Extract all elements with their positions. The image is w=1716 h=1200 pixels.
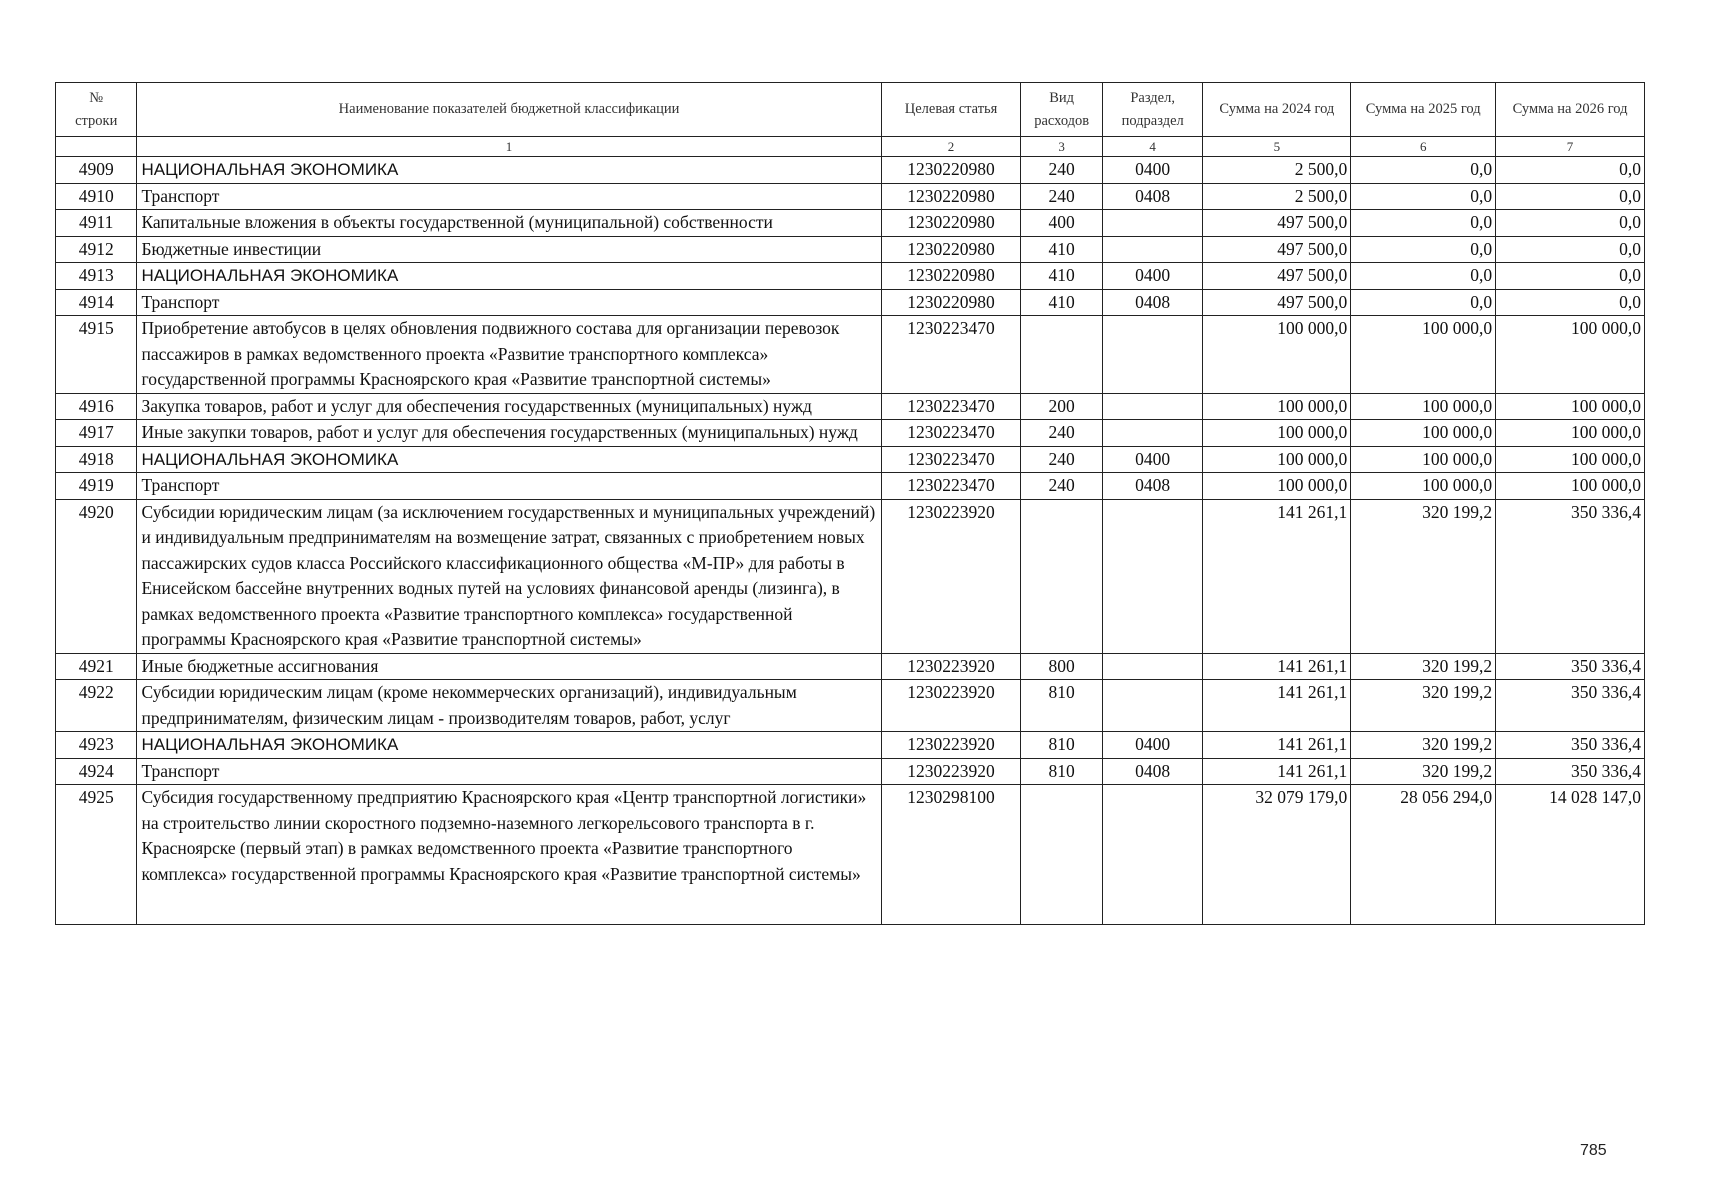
- cell-section: 0400: [1102, 732, 1203, 759]
- cell-sum-2026: 350 336,4: [1496, 758, 1645, 785]
- cell-sum-2026: 350 336,4: [1496, 680, 1645, 732]
- cell-expense-kind: 410: [1021, 263, 1102, 290]
- header-sum-2025: Сумма на 2025 год: [1351, 83, 1496, 137]
- cell-target-article: 1230220980: [881, 183, 1021, 210]
- table-row: [56, 289, 1645, 316]
- cell-sum-2024: 141 261,1: [1203, 758, 1351, 785]
- cell-target-article: 1230223470: [881, 473, 1021, 500]
- cell-sum-2026: 0,0: [1496, 263, 1645, 290]
- cell-sum-2025: 320 199,2: [1351, 732, 1496, 759]
- cell-sum-2025: 100 000,0: [1351, 316, 1496, 394]
- cell-sum-2026: 100 000,0: [1496, 393, 1645, 420]
- cell-expense-kind: 410: [1021, 236, 1102, 263]
- cell-expense-kind: 400: [1021, 210, 1102, 237]
- cell-section: 0408: [1102, 289, 1203, 316]
- cell-sum-2024: 141 261,1: [1203, 653, 1351, 680]
- cell-row-number: 4921: [56, 653, 137, 680]
- cell-expense-kind: 410: [1021, 289, 1102, 316]
- table-row: [56, 263, 1645, 290]
- cell-sum-2024: 497 500,0: [1203, 289, 1351, 316]
- cell-name: Субсидия государственному предприятию Красноярского края «Центр транспортной логистики» на строительство линии скоростного подземно-наземного легкорельсового транспорта в г. Красноярске (первый этап) в рамках ведомственного проекта «Развитие транспортного комплекса» государственной программы Красноярского края «Развитие транспортной системы»: [137, 785, 881, 925]
- header-section: Раздел, подраздел: [1102, 83, 1203, 137]
- cell-section: [1102, 236, 1203, 263]
- cell-row-number: 4925: [56, 785, 137, 925]
- column-number: 2: [881, 137, 1021, 157]
- cell-section: 0400: [1102, 446, 1203, 473]
- cell-sum-2025: 320 199,2: [1351, 680, 1496, 732]
- cell-sum-2024: 100 000,0: [1203, 316, 1351, 394]
- table-row: [56, 499, 1645, 653]
- cell-sum-2026: 0,0: [1496, 210, 1645, 237]
- cell-row-number: 4916: [56, 393, 137, 420]
- header-name: Наименование показателей бюджетной классификации: [137, 83, 881, 137]
- column-number: 1: [137, 137, 881, 157]
- cell-target-article: 1230220980: [881, 210, 1021, 237]
- cell-row-number: 4914: [56, 289, 137, 316]
- cell-row-number: 4922: [56, 680, 137, 732]
- cell-sum-2025: 0,0: [1351, 236, 1496, 263]
- cell-sum-2026: 100 000,0: [1496, 446, 1645, 473]
- header-sum-2024: Сумма на 2024 год: [1203, 83, 1351, 137]
- cell-name: НАЦИОНАЛЬНАЯ ЭКОНОМИКА: [137, 446, 881, 473]
- cell-sum-2026: 100 000,0: [1496, 420, 1645, 447]
- cell-sum-2026: 0,0: [1496, 183, 1645, 210]
- header-target: Целевая статья: [881, 83, 1021, 137]
- cell-expense-kind: 800: [1021, 653, 1102, 680]
- cell-expense-kind: 240: [1021, 420, 1102, 447]
- cell-sum-2024: 141 261,1: [1203, 732, 1351, 759]
- table-body: [56, 157, 1645, 925]
- cell-section: 0400: [1102, 263, 1203, 290]
- cell-sum-2026: 100 000,0: [1496, 316, 1645, 394]
- cell-section: 0408: [1102, 183, 1203, 210]
- column-number: 5: [1203, 137, 1351, 157]
- cell-row-number: 4917: [56, 420, 137, 447]
- table-row: [56, 473, 1645, 500]
- cell-sum-2025: 100 000,0: [1351, 420, 1496, 447]
- table-row: [56, 183, 1645, 210]
- cell-name: Транспорт: [137, 289, 881, 316]
- cell-sum-2025: 100 000,0: [1351, 446, 1496, 473]
- cell-sum-2026: 0,0: [1496, 289, 1645, 316]
- column-numbers-row: [56, 137, 1645, 157]
- budget-table: [55, 82, 1645, 925]
- cell-sum-2025: 0,0: [1351, 157, 1496, 184]
- cell-target-article: 1230223470: [881, 393, 1021, 420]
- cell-name: НАЦИОНАЛЬНАЯ ЭКОНОМИКА: [137, 732, 881, 759]
- cell-sum-2025: 28 056 294,0: [1351, 785, 1496, 925]
- cell-target-article: 1230223920: [881, 653, 1021, 680]
- cell-sum-2024: 497 500,0: [1203, 236, 1351, 263]
- table-row: [56, 680, 1645, 732]
- cell-target-article: 1230223920: [881, 499, 1021, 653]
- cell-expense-kind: 240: [1021, 446, 1102, 473]
- cell-sum-2024: 100 000,0: [1203, 446, 1351, 473]
- cell-row-number: 4915: [56, 316, 137, 394]
- cell-sum-2024: 100 000,0: [1203, 393, 1351, 420]
- cell-target-article: 1230223470: [881, 446, 1021, 473]
- cell-row-number: 4924: [56, 758, 137, 785]
- cell-expense-kind: [1021, 499, 1102, 653]
- cell-target-article: 1230223920: [881, 680, 1021, 732]
- column-number: 3: [1021, 137, 1102, 157]
- table-row: [56, 236, 1645, 263]
- cell-row-number: 4920: [56, 499, 137, 653]
- cell-sum-2024: 32 079 179,0: [1203, 785, 1351, 925]
- budget-table-container: [55, 82, 1645, 925]
- cell-target-article: 1230220980: [881, 236, 1021, 263]
- cell-name: Транспорт: [137, 758, 881, 785]
- cell-target-article: 1230223470: [881, 316, 1021, 394]
- cell-target-article: 1230223470: [881, 420, 1021, 447]
- cell-name: НАЦИОНАЛЬНАЯ ЭКОНОМИКА: [137, 263, 881, 290]
- cell-target-article: 1230220980: [881, 157, 1021, 184]
- cell-section: [1102, 316, 1203, 394]
- column-number: [56, 137, 137, 157]
- cell-expense-kind: 240: [1021, 183, 1102, 210]
- table-row: [56, 785, 1645, 925]
- cell-target-article: 1230298100: [881, 785, 1021, 925]
- cell-sum-2024: 497 500,0: [1203, 210, 1351, 237]
- table-row: [56, 653, 1645, 680]
- cell-expense-kind: [1021, 785, 1102, 925]
- table-row: [56, 446, 1645, 473]
- cell-name: Приобретение автобусов в целях обновления подвижного состава для организации перевозок пассажиров в рамках ведомственного проекта «Развитие транспортного комплекса» государственной программы Красноярского края «Развитие транспортной системы»: [137, 316, 881, 394]
- cell-sum-2024: 497 500,0: [1203, 263, 1351, 290]
- cell-row-number: 4923: [56, 732, 137, 759]
- cell-target-article: 1230220980: [881, 263, 1021, 290]
- cell-name: Капитальные вложения в объекты государственной (муниципальной) собственности: [137, 210, 881, 237]
- cell-sum-2026: 14 028 147,0: [1496, 785, 1645, 925]
- cell-sum-2024: 141 261,1: [1203, 680, 1351, 732]
- header-row: [56, 83, 1645, 137]
- cell-name: Транспорт: [137, 183, 881, 210]
- cell-sum-2025: 0,0: [1351, 210, 1496, 237]
- page-number: 785: [1580, 1142, 1607, 1159]
- cell-sum-2024: 2 500,0: [1203, 157, 1351, 184]
- cell-section: 0408: [1102, 473, 1203, 500]
- cell-target-article: 1230223920: [881, 758, 1021, 785]
- cell-name: Закупка товаров, работ и услуг для обеспечения государственных (муниципальных) нужд: [137, 393, 881, 420]
- table-row: [56, 732, 1645, 759]
- table-row: [56, 316, 1645, 394]
- cell-sum-2025: 0,0: [1351, 263, 1496, 290]
- cell-sum-2025: 320 199,2: [1351, 653, 1496, 680]
- cell-target-article: 1230220980: [881, 289, 1021, 316]
- cell-sum-2025: 100 000,0: [1351, 473, 1496, 500]
- cell-name: Иные бюджетные ассигнования: [137, 653, 881, 680]
- cell-sum-2024: 100 000,0: [1203, 420, 1351, 447]
- table-row: [56, 758, 1645, 785]
- cell-row-number: 4911: [56, 210, 137, 237]
- cell-section: [1102, 210, 1203, 237]
- cell-sum-2024: 141 261,1: [1203, 499, 1351, 653]
- cell-sum-2026: 0,0: [1496, 236, 1645, 263]
- cell-expense-kind: [1021, 316, 1102, 394]
- cell-sum-2026: 350 336,4: [1496, 653, 1645, 680]
- cell-section: [1102, 499, 1203, 653]
- table-row: [56, 210, 1645, 237]
- cell-sum-2025: 320 199,2: [1351, 499, 1496, 653]
- cell-expense-kind: 240: [1021, 157, 1102, 184]
- cell-section: [1102, 785, 1203, 925]
- cell-section: [1102, 393, 1203, 420]
- cell-name: Субсидии юридическим лицам (кроме некоммерческих организаций), индивидуальным предпринимателям, физическим лицам - производителям товаров, работ, услуг: [137, 680, 881, 732]
- cell-row-number: 4910: [56, 183, 137, 210]
- cell-row-number: 4909: [56, 157, 137, 184]
- cell-sum-2026: 100 000,0: [1496, 473, 1645, 500]
- column-number: 7: [1496, 137, 1645, 157]
- cell-target-article: 1230223920: [881, 732, 1021, 759]
- cell-section: 0408: [1102, 758, 1203, 785]
- cell-sum-2025: 0,0: [1351, 183, 1496, 210]
- cell-expense-kind: 810: [1021, 758, 1102, 785]
- table-row: [56, 157, 1645, 184]
- header-num: № строки: [56, 83, 137, 137]
- cell-name: Транспорт: [137, 473, 881, 500]
- cell-section: [1102, 420, 1203, 447]
- cell-section: 0400: [1102, 157, 1203, 184]
- header-kind: Вид расходов: [1021, 83, 1102, 137]
- cell-expense-kind: 200: [1021, 393, 1102, 420]
- column-number: 4: [1102, 137, 1203, 157]
- cell-expense-kind: 240: [1021, 473, 1102, 500]
- cell-expense-kind: 810: [1021, 680, 1102, 732]
- cell-sum-2025: 0,0: [1351, 289, 1496, 316]
- cell-name: Иные закупки товаров, работ и услуг для обеспечения государственных (муниципальных) нужд: [137, 420, 881, 447]
- cell-sum-2026: 350 336,4: [1496, 499, 1645, 653]
- cell-name: НАЦИОНАЛЬНАЯ ЭКОНОМИКА: [137, 157, 881, 184]
- cell-sum-2026: 350 336,4: [1496, 732, 1645, 759]
- cell-name: Бюджетные инвестиции: [137, 236, 881, 263]
- table-row: [56, 420, 1645, 447]
- cell-row-number: 4919: [56, 473, 137, 500]
- cell-sum-2026: 0,0: [1496, 157, 1645, 184]
- cell-sum-2025: 320 199,2: [1351, 758, 1496, 785]
- header-sum-2026: Сумма на 2026 год: [1496, 83, 1645, 137]
- column-number: 6: [1351, 137, 1496, 157]
- cell-section: [1102, 653, 1203, 680]
- cell-sum-2025: 100 000,0: [1351, 393, 1496, 420]
- cell-row-number: 4918: [56, 446, 137, 473]
- cell-sum-2024: 100 000,0: [1203, 473, 1351, 500]
- cell-sum-2024: 2 500,0: [1203, 183, 1351, 210]
- cell-expense-kind: 810: [1021, 732, 1102, 759]
- cell-section: [1102, 680, 1203, 732]
- table-row: [56, 393, 1645, 420]
- cell-row-number: 4912: [56, 236, 137, 263]
- cell-name: Субсидии юридическим лицам (за исключением государственных и муниципальных учреждений) и индивидуальным предпринимателям на возмещение затрат, связанных с приобретением новых пассажирских судов класса Российского классификационного общества «М-ПР» для работы в Енисейском бассейне внутренних водных путей на условиях финансовой аренды (лизинга), в рамках ведомственного проекта «Развитие транспортного комплекса» государственной программы Красноярского края «Развитие транспортной системы»: [137, 499, 881, 653]
- cell-row-number: 4913: [56, 263, 137, 290]
